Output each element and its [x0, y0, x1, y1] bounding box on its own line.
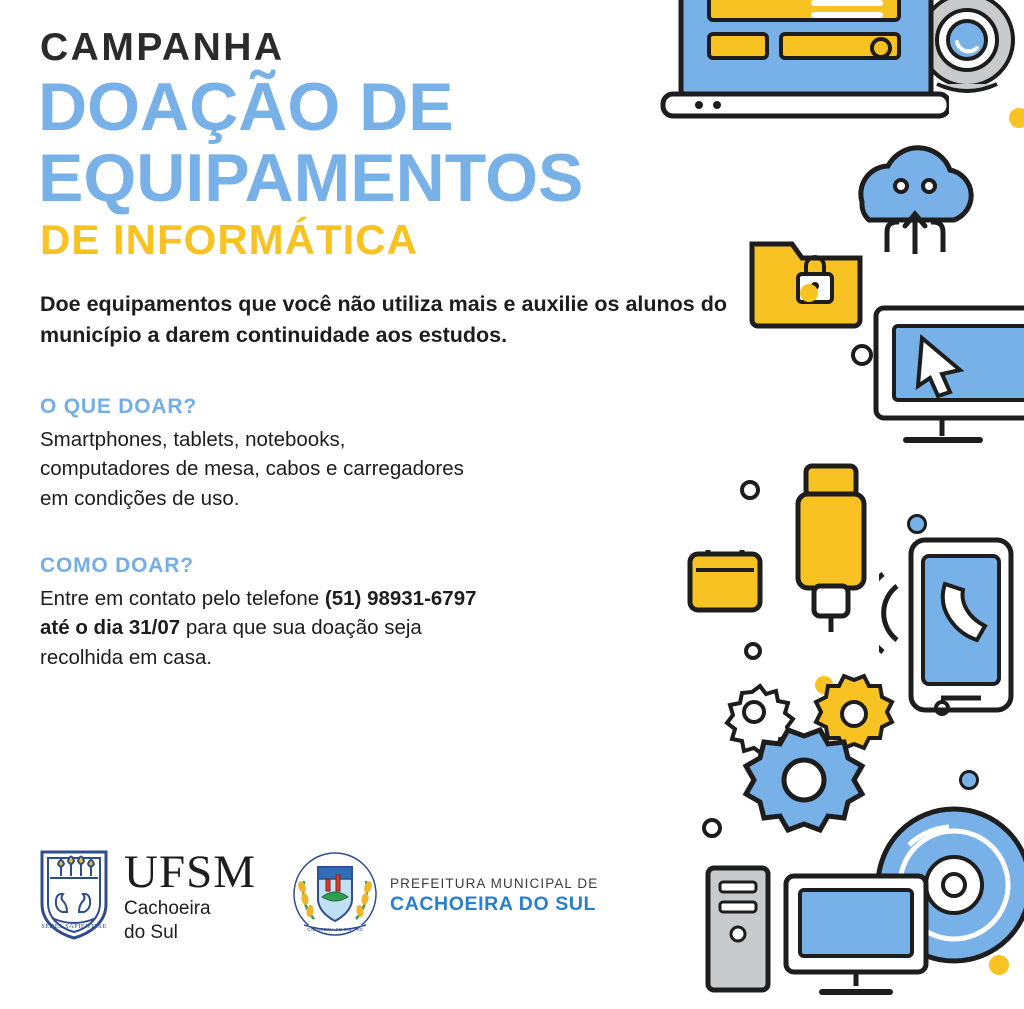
prefeitura-line-2: CACHOEIRA DO SUL — [390, 893, 597, 916]
decorative-icon-collage — [664, 0, 1024, 1009]
dot-yellow — [989, 955, 1009, 975]
section-heading-o-que-doar: O QUE DOAR? — [40, 394, 197, 418]
donation-deadline: até o dia 31/07 — [40, 616, 181, 640]
ufsm-wordmark — [124, 846, 257, 944]
cloud-upload-icon — [817, 140, 1017, 260]
section-o-que-doar — [40, 395, 698, 514]
dot-blue — [959, 770, 979, 790]
cd-disc-icon — [869, 800, 1024, 970]
dot-outline — [934, 700, 950, 716]
ufsm-logo — [36, 846, 256, 947]
prefeitura-wordmark — [390, 877, 598, 915]
ufsm-city-line-1: Cachoeira — [124, 898, 211, 920]
cachoeira-do-sul-coat-of-arms-icon — [292, 851, 378, 942]
ufsm-crest-icon — [36, 846, 112, 947]
poster-text-content — [38, 26, 727, 673]
smartphone-call-icon — [879, 530, 1019, 720]
desktop-tower-monitor-icon — [702, 860, 932, 1009]
dot-outline — [702, 818, 722, 838]
poster-lead-paragraph: Doe equipamentos que você não utiliza mais e auxilie os alunos do município a darem continuidade aos estudos. — [40, 292, 727, 347]
monitor-cursor-icon — [864, 300, 1024, 460]
o-que-doar-line-2: computadores de mesa, cabos e carregadores — [40, 457, 464, 481]
dot-outline — [851, 344, 873, 366]
como-doar-prefix: Entre em contato pelo telefone — [40, 586, 325, 610]
section-body-o-que-doar — [40, 425, 698, 514]
section-body-como-doar — [40, 584, 698, 673]
o-que-doar-line-3: em condições de uso. — [40, 486, 240, 510]
poster-title-line-2: EQUIPAMENTOS — [38, 140, 584, 217]
poster-subtitle: DE INFORMÁTICA — [40, 216, 418, 264]
ufsm-name: UFSM — [124, 846, 257, 899]
webcam-icon — [907, 0, 1024, 102]
dot-outline — [870, 37, 892, 59]
section-como-doar — [40, 554, 698, 673]
gears-icon — [704, 672, 934, 862]
campaign-kicker: CAMPANHA — [40, 26, 285, 69]
dot-yellow — [815, 676, 833, 694]
prefeitura-line-1: PREFEITURA MUNICIPAL DE — [390, 876, 599, 892]
poster-title-line-1: DOAÇÃO DE — [38, 68, 454, 145]
o-que-doar-line-1: Smartphones, tablets, notebooks, — [40, 427, 346, 451]
dot-yellow — [1009, 108, 1024, 128]
ufsm-city-line-2: do Sul — [124, 922, 178, 943]
como-doar-last-line: recolhida em casa. — [40, 646, 213, 670]
donation-phone-number: (51) 98931-6797 — [324, 586, 477, 610]
laptop-icon — [659, 0, 949, 120]
svg-text:CACHOEIRA DO SUL · RS: CACHOEIRA DO SUL · RS — [307, 927, 363, 932]
logo-row — [36, 846, 598, 947]
como-doar-suffix: para que sua doação seja — [180, 616, 422, 640]
prefeitura-logo — [292, 851, 598, 942]
dot-outline — [744, 642, 762, 660]
dot-blue — [907, 514, 927, 534]
svg-text:SEDES SAPIENTIAE: SEDES SAPIENTIAE — [41, 923, 107, 930]
usb-flash-drive-icon — [786, 452, 876, 642]
dot-outline — [740, 480, 760, 500]
section-heading-como-doar: COMO DOAR? — [40, 553, 194, 577]
